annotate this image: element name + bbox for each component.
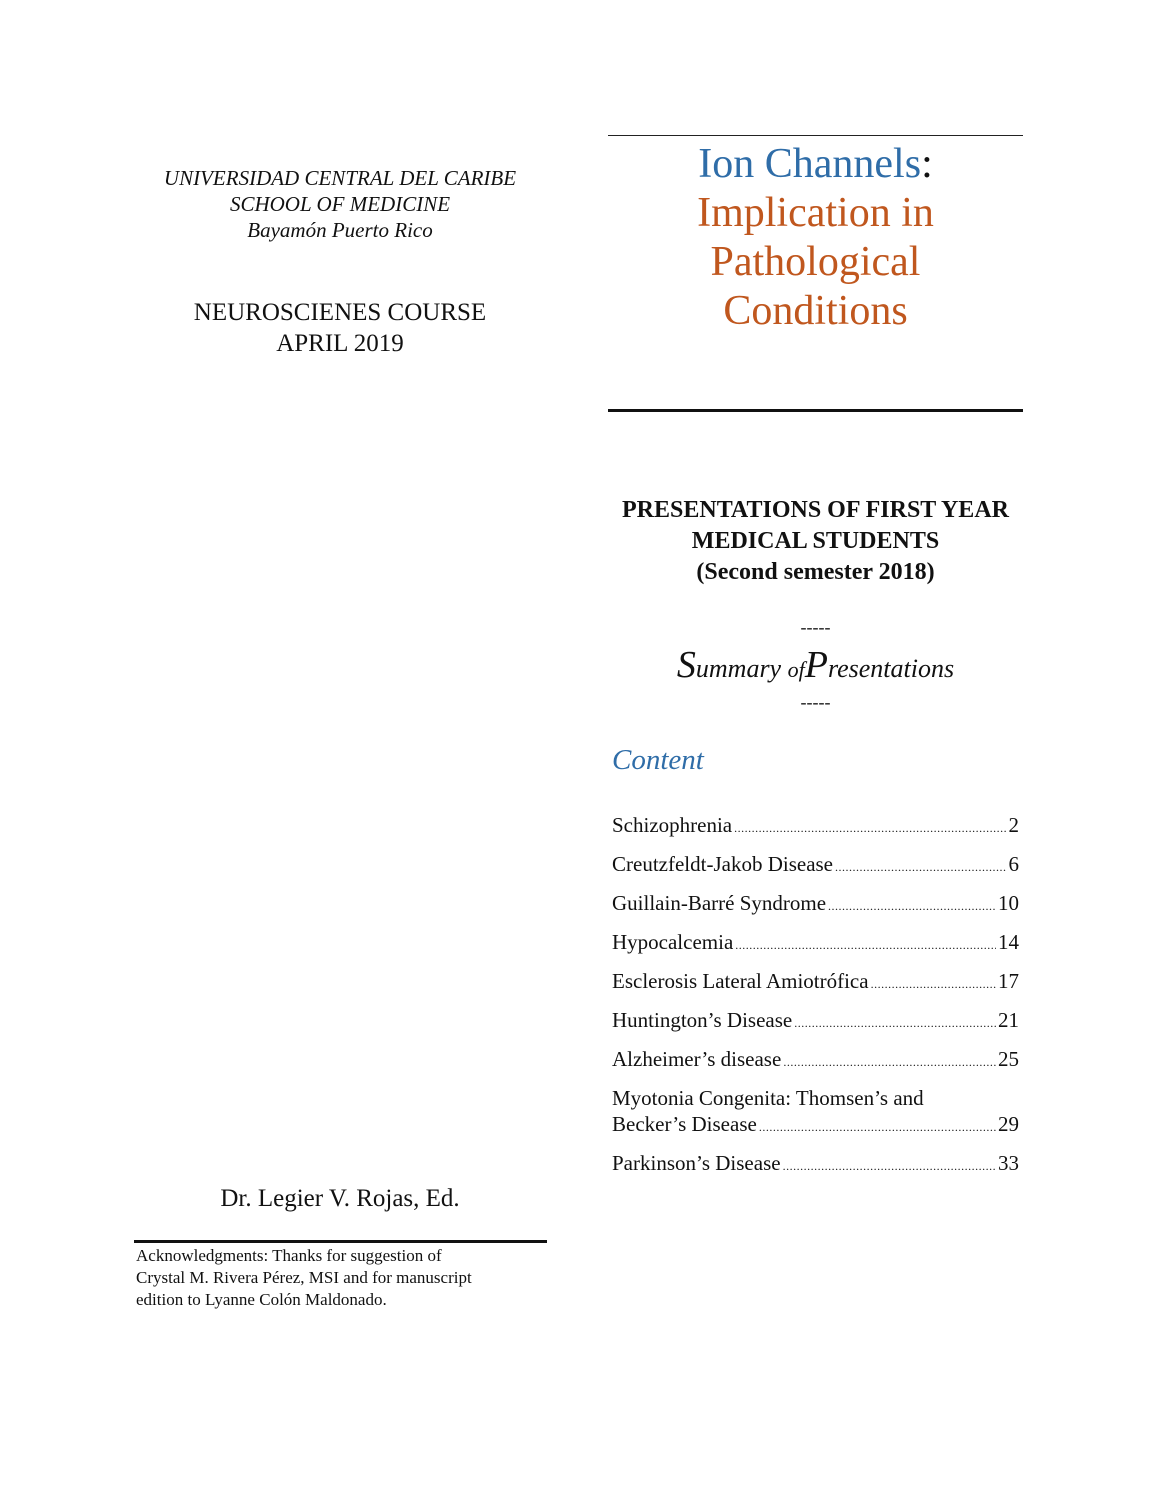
ack-line: Crystal M. Rivera Pérez, MSI and for manuscript [136, 1268, 472, 1287]
dash-separator: ----- [800, 692, 831, 712]
summary-cap-s: S [676, 644, 696, 686]
toc-label: Esclerosis Lateral Amiotrófica [612, 969, 869, 993]
title-line: Implication in [697, 190, 934, 236]
presentations-line: PRESENTATIONS OF FIRST YEAR [622, 497, 1009, 523]
toc-entry[interactable] [612, 1007, 1019, 1036]
summary-text: resentations [827, 654, 955, 683]
toc-label: Creutzfeldt-Jakob Disease [612, 852, 834, 876]
table-of-contents [612, 812, 1019, 1189]
toc-page: 33 [998, 1151, 1019, 1175]
dash-separator: ----- [800, 617, 831, 637]
toc-entry[interactable] [612, 890, 1019, 919]
author-name: Dr. Legier V. Rojas, Ed. [220, 1185, 460, 1212]
course-date: APRIL 2019 [276, 330, 404, 357]
toc-label: Huntington’s Disease [612, 1008, 793, 1032]
toc-label: Schizophrenia [612, 813, 733, 837]
presentations-heading [608, 495, 1023, 588]
toc-entry[interactable] [612, 851, 1019, 880]
document-title [608, 140, 1023, 336]
toc-label: Alzheimer’s disease [612, 1047, 782, 1071]
toc-page: 6 [1008, 852, 1019, 876]
toc-leader [735, 932, 996, 958]
toc-label: Parkinson’s Disease [612, 1151, 781, 1175]
toc-leader [835, 854, 1006, 880]
presentations-line: (Second semester 2018) [696, 559, 935, 585]
title-rule-bottom [608, 409, 1023, 412]
ack-line: Acknowledgments: Thanks for suggestion of [136, 1246, 442, 1265]
toc-label: Becker’s Disease [612, 1112, 757, 1136]
toc-page: 17 [998, 969, 1019, 993]
summary-text: ummary [695, 654, 788, 683]
toc-entry[interactable] [612, 1085, 1019, 1140]
toc-entry[interactable] [612, 1150, 1019, 1179]
toc-leader [794, 1010, 996, 1036]
presentations-line: MEDICAL STUDENTS [691, 528, 940, 554]
acknowledgments [136, 1245, 546, 1311]
toc-page: 29 [998, 1112, 1019, 1136]
toc-leader [871, 971, 996, 997]
toc-entry[interactable] [612, 812, 1019, 841]
school-name: SCHOOL OF MEDICINE [229, 192, 451, 216]
toc-label: Myotonia Congenita: Thomsen’s and [612, 1086, 924, 1110]
course-info [140, 297, 540, 359]
toc-entry[interactable] [612, 1046, 1019, 1075]
toc-page: 14 [998, 930, 1019, 954]
summary-cap-p: P [804, 644, 828, 686]
course-name: NEUROSCIENES COURSE [193, 299, 487, 326]
toc-label: Guillain-Barré Syndrome [612, 891, 827, 915]
content-heading: Content [612, 744, 704, 776]
toc-page: 10 [998, 891, 1019, 915]
toc-leader [734, 815, 1006, 841]
toc-leader [828, 893, 996, 919]
toc-leader [783, 1153, 996, 1179]
toc-page: 25 [998, 1047, 1019, 1071]
toc-label: Hypocalcemia [612, 930, 734, 954]
toc-entry[interactable] [612, 929, 1019, 958]
university-name: UNIVERSIDAD CENTRAL DEL CARIBE [163, 166, 517, 190]
title-part-ion-channels: Ion Channels [698, 141, 922, 187]
university-header [140, 165, 540, 243]
summary-of: of [787, 657, 805, 682]
toc-entry[interactable] [612, 968, 1019, 997]
toc-page: 2 [1008, 813, 1019, 837]
summary-heading [608, 640, 1023, 695]
title-colon: : [921, 141, 933, 187]
title-rule-top [608, 135, 1023, 136]
location: Bayamón Puerto Rico [247, 218, 433, 242]
toc-page: 21 [998, 1008, 1019, 1032]
acknowledgment-divider [134, 1240, 547, 1243]
toc-leader [759, 1114, 996, 1140]
title-line: Conditions [723, 288, 908, 334]
title-line: Pathological [710, 239, 921, 285]
toc-leader [783, 1049, 996, 1075]
ack-line: edition to Lyanne Colón Maldonado. [136, 1290, 387, 1309]
